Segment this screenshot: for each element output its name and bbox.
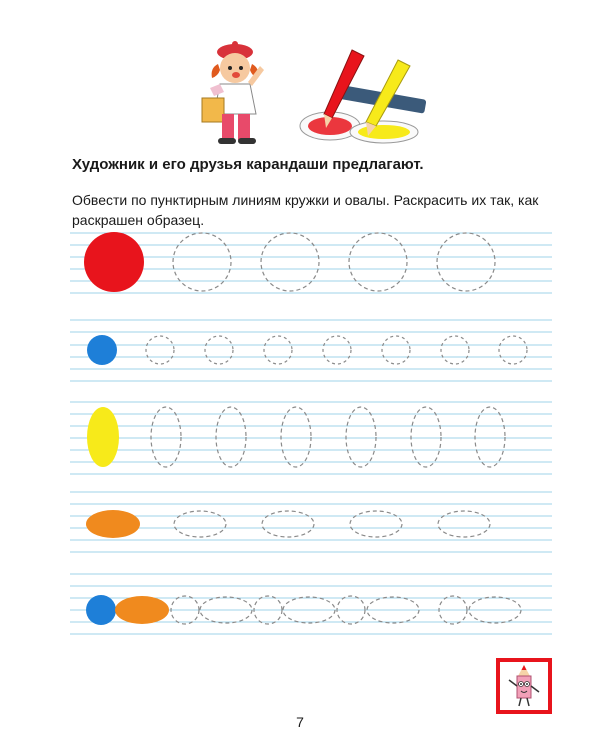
dashed-circle-small: [205, 336, 233, 364]
dashed-oval-vertical: [346, 407, 376, 467]
dashed-circle-large: [173, 233, 231, 291]
worksheet-instruction: Обвести по пунктирным линиям кружки и овалы. Раскрасить их так, как раскрашен образец.: [72, 192, 539, 228]
worksheet-title: Художник и его друзья карандаши предлагают.: [72, 156, 424, 173]
page-number: 7: [296, 714, 304, 730]
sample-blue-circle-pattern: [86, 595, 116, 625]
dashed-oval-vertical: [411, 407, 441, 467]
dashed-circle-small: [323, 336, 351, 364]
dashed-oval-horizontal: [262, 511, 314, 537]
pencil-character-icon: [500, 662, 548, 710]
sample-red-circle: [84, 232, 144, 292]
dashed-circle-large: [437, 233, 495, 291]
dashed-circle-small: [441, 336, 469, 364]
dashed-oval-vertical: [216, 407, 246, 467]
dashed-oval-vertical: [151, 407, 181, 467]
sample-blue-circle: [87, 335, 117, 365]
dashed-oval-horizontal: [438, 511, 490, 537]
dashed-oval-horizontal: [174, 511, 226, 537]
dashed-oval-vertical: [281, 407, 311, 467]
dashed-oval-vertical: [475, 407, 505, 467]
sample-orange-oval: [86, 510, 140, 538]
dashed-circle-large: [261, 233, 319, 291]
sample-yellow-oval: [87, 407, 119, 467]
dashed-circle-large: [349, 233, 407, 291]
dashed-circle-small: [499, 336, 527, 364]
pencil-badge: [496, 658, 552, 714]
sample-orange-oval-pattern: [115, 596, 169, 624]
dashed-circle-small: [146, 336, 174, 364]
dashed-circle-small: [264, 336, 292, 364]
dashed-oval-horizontal: [350, 511, 402, 537]
dashed-circle-small: [382, 336, 410, 364]
